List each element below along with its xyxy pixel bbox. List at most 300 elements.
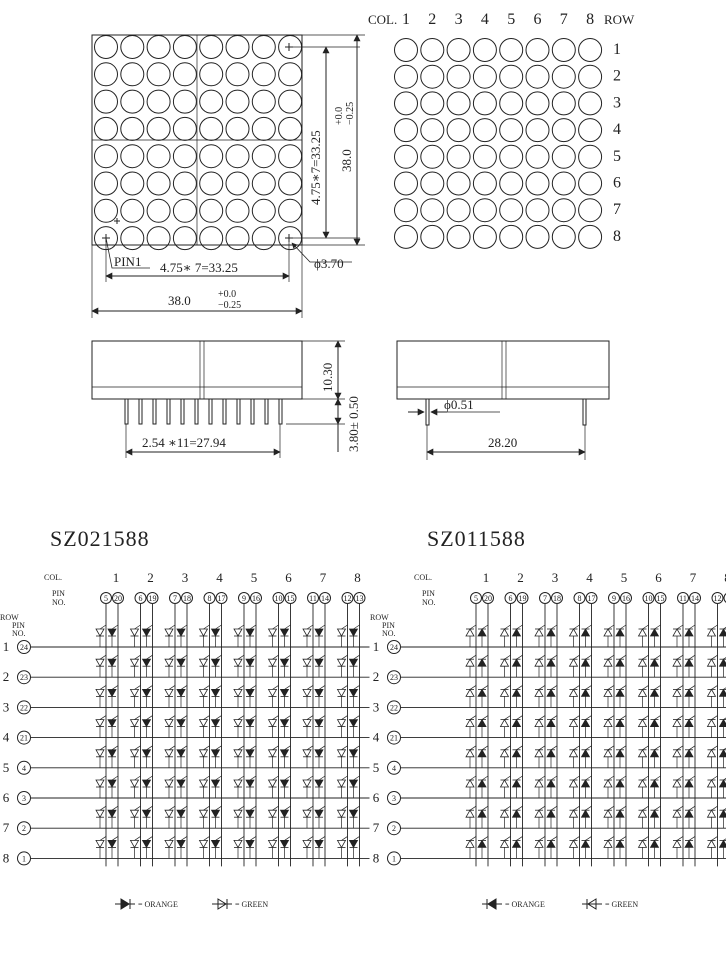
led-lead [620,776,626,780]
matrix-dot [526,65,549,88]
orange-led [547,746,557,768]
orange-led [478,836,488,858]
green-led [673,776,683,798]
led-lead [643,655,649,659]
led-lead [517,776,523,780]
orange-led [685,655,695,677]
led-lead [307,655,313,659]
led-triangle [315,810,323,817]
led-triangle [200,689,208,696]
orange-led [212,716,222,738]
led-lead [285,776,291,780]
led-lead [307,746,313,750]
orange-led [478,655,488,677]
led-triangle [651,720,659,727]
green-led [200,625,210,647]
led-triangle [143,840,151,847]
green-led [96,746,106,768]
led-triangle [108,750,116,757]
led-triangle [303,720,311,727]
orange-led [143,685,153,707]
led-lead [135,685,141,689]
matrix-dot [552,145,575,168]
led-triangle [535,780,543,787]
green-led [303,716,313,738]
matrix-column-number: 7 [559,11,568,28]
orange-led [616,836,626,858]
side-view-pin [251,399,254,424]
column-pin-number: 15 [656,594,665,603]
orange-led [513,836,523,858]
row-pin-number: 3 [392,794,396,803]
led-lead [482,716,488,720]
green-led [303,746,313,768]
led-triangle [131,659,139,666]
led-lead [689,625,695,629]
green-led [466,655,476,677]
front-view-dot [147,145,170,168]
led-lead [181,685,187,689]
green-led [269,625,279,647]
front-view-dot [147,36,170,59]
led-lead [250,655,256,659]
green-led [269,685,279,707]
led-triangle [131,810,139,817]
led-lead [273,655,279,659]
schematic-pin-label: PIN [52,589,65,598]
green-led [131,716,141,738]
front-view [92,35,365,318]
led-triangle [501,750,509,757]
led-lead [551,806,557,810]
led-triangle [200,659,208,666]
front-view-dot [279,90,302,113]
led-lead [505,685,511,689]
led-triangle [547,750,555,757]
led-triangle [582,780,590,787]
green-led [570,655,580,677]
green-led [570,836,580,858]
led-lead [505,746,511,750]
led-triangle [570,810,578,817]
green-led [200,776,210,798]
led-triangle [246,659,254,666]
led-triangle [350,720,358,727]
led-triangle [338,720,346,727]
matrix-dot [526,145,549,168]
led-lead [250,716,256,720]
led-triangle [708,780,716,787]
side-view-pin [195,399,198,424]
led-triangle [501,720,509,727]
green-led [165,716,175,738]
led-triangle [177,840,185,847]
led-lead [216,836,222,840]
led-triangle [616,780,624,787]
led-lead [655,776,661,780]
led-lead [505,836,511,840]
led-triangle [478,659,486,666]
front-view-dot [95,172,118,195]
led-lead [482,776,488,780]
led-triangle [108,689,116,696]
led-lead [285,806,291,810]
led-lead [285,685,291,689]
matrix-dot [526,225,549,248]
front-view-dot [226,227,249,250]
led-lead [539,746,545,750]
matrix-dot [500,119,523,142]
led-triangle [673,810,681,817]
led-lead [319,685,325,689]
led-triangle [212,629,220,636]
schematic-row-number: 5 [372,759,380,775]
led-triangle [281,689,289,696]
green-led [708,746,718,768]
row-pin-number: 24 [20,643,28,652]
led-triangle [108,629,116,636]
led-triangle [720,810,726,817]
led-triangle [685,840,693,847]
led-triangle [338,780,346,787]
green-led [269,716,279,738]
orange-led [350,625,360,647]
led-triangle [234,689,242,696]
orange-led [315,625,325,647]
orange-led [143,625,153,647]
led-lead [505,776,511,780]
green-led [570,625,580,647]
led-triangle [177,659,185,666]
matrix-dot [552,65,575,88]
matrix-row-number: 8 [613,227,621,245]
green-led [96,625,106,647]
front-view-dot [121,63,144,86]
led-triangle [143,720,151,727]
front-view-dot [95,63,118,86]
front-view-dot [147,227,170,250]
pin-pitch-label: 2.54 ∗11=27.94 [142,435,226,450]
green-led [708,685,718,707]
led-triangle [246,689,254,696]
orange-led [582,806,592,828]
led-triangle [143,629,151,636]
side-view-pin [167,399,170,424]
led-lead [574,746,580,750]
led-lead [100,836,106,840]
schematic-left [0,570,370,866]
led-lead [250,776,256,780]
column-pin-number: 6 [138,594,143,603]
led-triangle [303,810,311,817]
column-pin-number: 9 [242,594,246,603]
led-lead [689,746,695,750]
green-led [708,806,718,828]
orange-led [651,746,661,768]
orange-led [478,625,488,647]
green-led [535,806,545,828]
orange-led [478,776,488,798]
led-triangle [720,840,726,847]
led-triangle [350,840,358,847]
led-lead [586,625,592,629]
orange-led [513,806,523,828]
led-lead [181,625,187,629]
legend-orange-label-left: = ORANGE [138,900,178,909]
led-lead [135,625,141,629]
led-triangle [246,629,254,636]
schematic-row-number: 4 [2,729,10,745]
orange-led [281,746,291,768]
green-led [673,806,683,828]
green-led [165,776,175,798]
led-lead [319,806,325,810]
led-triangle [547,689,555,696]
matrix-dot [473,92,496,115]
orange-led [246,655,256,677]
led-triangle [338,810,346,817]
green-led [131,776,141,798]
orange-led [143,806,153,828]
orange-led [350,685,360,707]
orange-led [582,716,592,738]
matrix-dot [552,199,575,222]
orange-led [616,746,626,768]
orange-led [246,806,256,828]
led-lead [655,836,661,840]
green-led [200,836,210,858]
green-led [200,806,210,828]
green-led [673,836,683,858]
matrix-dot [421,92,444,115]
front-view-dot [279,199,302,222]
led-lead [586,806,592,810]
green-led [338,776,348,798]
front-view-dot [226,172,249,195]
led-lead [100,685,106,689]
led-lead [712,685,718,689]
front-view-dot [147,90,170,113]
led-lead [147,655,153,659]
led-lead [470,716,476,720]
column-pin-number: 19 [148,594,157,603]
led-lead [517,746,523,750]
matrix-column-numbers [402,11,594,28]
led-triangle [639,810,647,817]
schematic-pin-label: PIN [422,589,435,598]
front-view-dot [121,199,144,222]
front-view-dot [147,117,170,140]
schematic-row-number: 1 [372,639,380,654]
led-triangle [685,780,693,787]
led-lead [517,625,523,629]
led-triangle [685,750,693,757]
schematic-title-left: SZ021588 [50,526,150,551]
led-lead [285,625,291,629]
matrix-dot [421,172,444,195]
green-led [234,746,244,768]
column-pin-number: 17 [587,594,596,603]
led-triangle [708,720,716,727]
led-lead [354,625,360,629]
front-view-dot [252,172,275,195]
led-lead [608,716,614,720]
led-triangle [604,720,612,727]
orange-led [685,716,695,738]
led-lead [135,716,141,720]
orange-led [685,776,695,798]
green-led [131,655,141,677]
schematic-row-number: 6 [2,790,10,805]
led-lead [147,806,153,810]
overall-height-tol-lower: −0.25 [345,101,356,125]
led-triangle [246,810,254,817]
front-view-dot [121,145,144,168]
green-led [501,685,511,707]
led-triangle [673,750,681,757]
dot-diameter-label: ϕ3.70 [314,256,344,271]
led-lead [100,625,106,629]
led-lead [147,776,153,780]
front-view-dot [173,199,196,222]
led-lead [574,776,580,780]
side-view-pin [237,399,240,424]
led-lead [551,716,557,720]
green-led [466,685,476,707]
green-led [165,625,175,647]
led-lead [608,655,614,659]
overall-height-tol-upper: +0.0 [334,106,345,125]
front-view-dot [173,63,196,86]
led-triangle [165,810,173,817]
led-lead [319,836,325,840]
row-pin-number: 3 [22,794,26,803]
led-triangle [315,659,323,666]
green-led [234,806,244,828]
schematic-column-number: 4 [586,570,593,585]
column-pin-number: 18 [553,594,561,603]
orange-led [513,655,523,677]
green-led [131,685,141,707]
led-triangle [513,840,521,847]
orange-led [651,836,661,858]
column-pin-number: 14 [691,594,699,603]
led-triangle [131,840,139,847]
led-triangle [673,720,681,727]
body-height-label: 10.30 [320,362,335,392]
matrix-dot [395,225,418,248]
led-lead [112,685,118,689]
led-triangle [177,689,185,696]
green-led [200,685,210,707]
led-lead [169,685,175,689]
led-triangle [685,810,693,817]
led-triangle [720,629,726,636]
green-led [639,746,649,768]
orange-led [616,806,626,828]
green-led [501,625,511,647]
led-triangle [616,629,624,636]
led-triangle [165,750,173,757]
orange-led [281,716,291,738]
led-lead [470,776,476,780]
led-triangle [720,780,726,787]
matrix-dot [500,225,523,248]
schematic-column-number: 2 [147,570,154,585]
led-triangle [269,840,277,847]
led-lead [250,836,256,840]
led-triangle [604,629,612,636]
front-view-dot [121,36,144,59]
matrix-row-header: ROW [604,12,635,27]
row-pin-number: 23 [20,673,28,683]
led-triangle [720,689,726,696]
led-lead [273,746,279,750]
led-lead [135,746,141,750]
overall-width-label: 38.0 [168,293,191,308]
led-triangle [177,810,185,817]
green-led [96,685,106,707]
green-led [234,776,244,798]
green-led [303,806,313,828]
led-triangle [108,780,116,787]
green-led [466,746,476,768]
led-triangle [281,810,289,817]
led-triangle [212,780,220,787]
orange-led [212,746,222,768]
led-triangle [582,840,590,847]
led-triangle [303,689,311,696]
led-triangle [547,629,555,636]
green-led [338,716,348,738]
led-triangle [639,689,647,696]
schematic-column-number: 6 [285,570,292,585]
front-view-dot [173,90,196,113]
led-lead [539,655,545,659]
led-triangle [639,720,647,727]
led-triangle [338,659,346,666]
orange-led [350,746,360,768]
green-led [570,746,580,768]
led-lead [655,746,661,750]
overall-width-tol-upper: +0.0 [218,289,237,300]
orange-led [720,685,726,707]
led-triangle [200,720,208,727]
led-triangle [96,629,104,636]
orange-led [281,655,291,677]
orange-led [108,655,118,677]
led-lead [689,685,695,689]
led-lead [620,655,626,659]
led-lead [100,716,106,720]
led-lead [620,625,626,629]
led-lead [551,625,557,629]
led-triangle [303,659,311,666]
led-triangle [478,750,486,757]
led-triangle [570,689,578,696]
led-triangle [234,720,242,727]
matrix-dot [500,65,523,88]
led-lead [689,655,695,659]
led-triangle [96,780,104,787]
led-lead [470,685,476,689]
led-triangle [212,689,220,696]
led-lead [586,685,592,689]
schematic-row-number: 2 [2,669,10,685]
led-lead [307,625,313,629]
front-view-dot [279,172,302,195]
led-triangle [720,720,726,727]
